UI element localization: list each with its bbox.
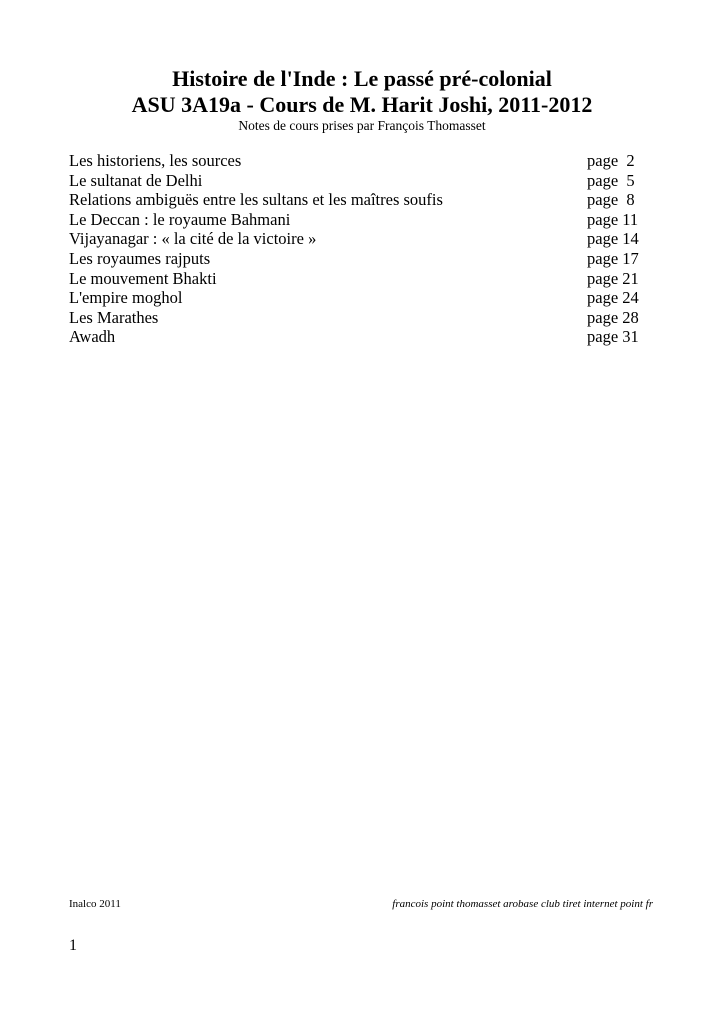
toc-entry-page: page 11 [587,209,639,229]
toc-entry [69,210,649,230]
toc-entry-page: page 28 [587,307,639,327]
title-line-2: ASU 3A19a - Cours de M. Harit Joshi, 2011-2012 [131,92,593,117]
toc-entry-title: Vijayanagar : « la cité de la victoire » [69,229,317,249]
toc-entry [69,190,649,210]
toc-entry-page: page 14 [587,229,639,249]
toc-entry-page: page 17 [587,248,639,268]
toc-entry-title: Les historiens, les sources [69,151,242,170]
toc-entry-page: page 31 [587,327,639,347]
footer-right-text: francois point thomasset arobase club tiret internet point fr [392,898,653,910]
subtitle: Notes de cours prises par François Thomasset [238,118,486,133]
toc-entry-page: page 5 [587,170,635,190]
title-line-1: Histoire de l'Inde : Le passé pré-colonial [172,66,552,91]
toc-entry-title: Les royaumes rajputs [69,248,211,268]
toc-entry [69,308,649,328]
toc-entry [69,269,649,289]
toc-entry [69,288,649,308]
toc-entry-page: page 21 [587,268,639,288]
toc-entry-title: Les Marathes [69,307,159,327]
footer-left-text: Inalco 2011 [69,898,121,910]
toc-entry-title: L'empire moghol [69,288,183,308]
toc-entry-page: page 2 [587,151,635,170]
table-of-contents [69,151,649,347]
page-number: 1 [69,937,77,954]
toc-entry [69,229,649,249]
toc-entry-title: Le sultanat de Delhi [69,170,203,190]
toc-entry-page: page 24 [587,288,639,308]
toc-entry-title: Awadh [69,327,116,347]
toc-entry [69,171,649,191]
toc-entry [69,327,649,347]
toc-entry-title: Relations ambiguës entre les sultans et les maîtres soufis [69,190,443,210]
toc-entry-title: Le Deccan : le royaume Bahmani [69,209,291,229]
document-header [0,66,724,134]
toc-entry-title: Le mouvement Bhakti [69,268,217,288]
toc-entry [69,151,649,171]
toc-entry-page: page 8 [587,190,635,210]
toc-entry [69,249,649,269]
